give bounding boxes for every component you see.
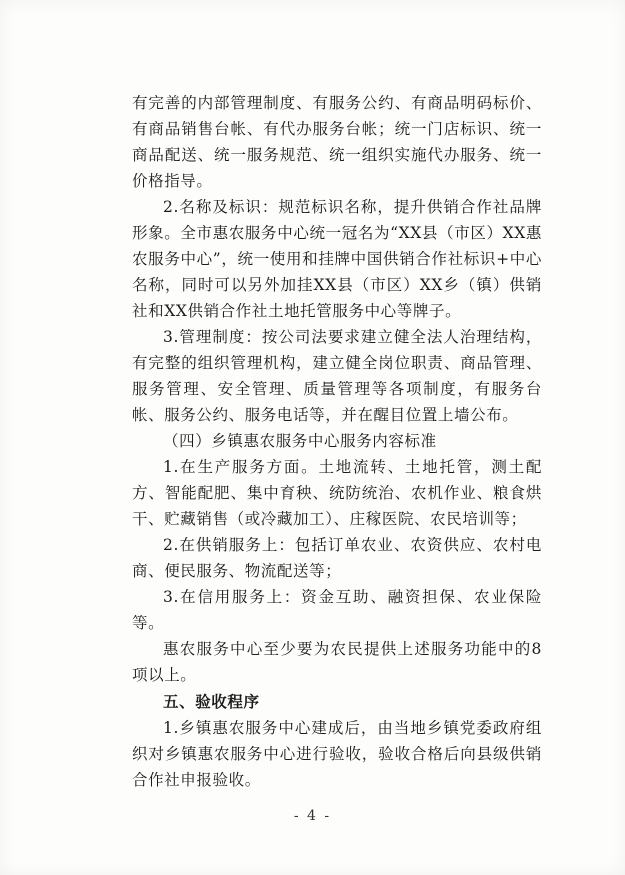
document-body <box>132 90 542 793</box>
paragraph-credit-services: 3.在信用服务上：资金互助、融资担保、农业保险等。 <box>132 588 542 632</box>
paragraph-acceptance-step-1: 1.乡镇惠农服务中心建成后，由当地乡镇党委政府组织对乡镇惠农服务中心进行验收，验收合格后向县级供销合作社申报验收。 <box>132 719 542 789</box>
paragraph-management-system: 3.管理制度：按公司法要求建立健全法人治理结构，有完整的组织管理机构，建立健全岗位职责、商品管理、服务管理、安全管理、质量管理等各项制度，有服务台帐、服务公约、服务电话等，并在醒目位置上墙公布。 <box>132 328 542 424</box>
paragraph-continuation: 有完善的内部管理制度、有服务公约、有商品明码标价、有商品销售台帐、有代办服务台帐；统一门店标识、统一商品配送、统一服务规范、统一组织实施代办服务、统一价格指导。 <box>132 94 542 190</box>
section-heading-service-standards: （四）乡镇惠农服务中心服务内容标准 <box>163 432 437 450</box>
section-heading-acceptance: 五、验收程序 <box>163 693 260 711</box>
page-number: - 4 - <box>293 808 332 824</box>
paragraph-production-services: 1.在生产服务方面。土地流转、土地托管，测土配方、智能配肥、集中育秧、统防统治、农机作业、粮食烘干、贮藏销售（或冷藏加工）、庄稼医院、农民培训等； <box>132 458 542 528</box>
paragraph-name-and-logo: 2.名称及标识：规范标识名称，提升供销合作社品牌形象。全市惠农服务中心统一冠名为“XX县（市区）XX惠农服务中心”，统一使用和挂牌中国供销合作社标识+中心名称，同时可以另外加挂XX县（市区）XX乡（镇）供销社和XX供销合作社土地托管服务中心等牌子。 <box>132 198 542 320</box>
paragraph-minimum-services: 惠农服务中心至少要为农民提供上述服务功能中的8项以上。 <box>132 640 542 684</box>
paragraph-supply-services: 2.在供销服务上：包括订单农业、农资供应、农村电商、便民服务、物流配送等； <box>132 536 542 580</box>
